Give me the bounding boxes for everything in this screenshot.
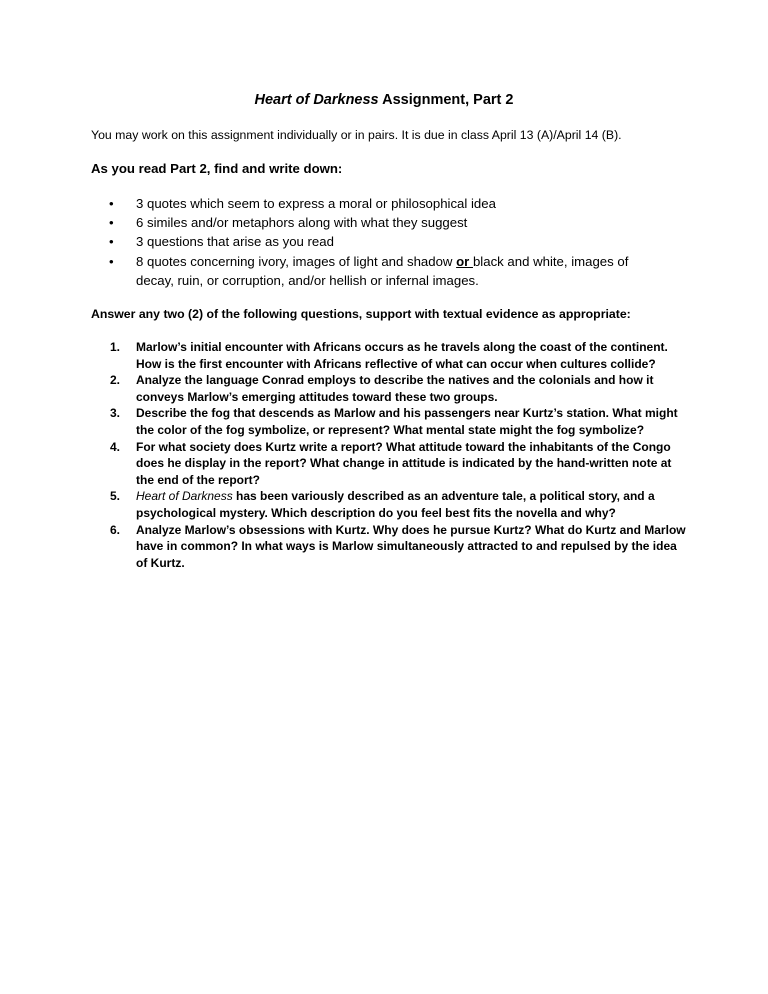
list-item [109,194,669,213]
question-number: 3. [110,406,121,421]
question-text: For what society does Kurtz write a report? What attitude toward the inhabitants of the Congo does he display in the report? What change in attitude is indicated by the hand-written note at the end of the report? [136,439,672,487]
question-item [110,439,690,489]
list-item [109,252,669,290]
read-heading: As you read Part 2, find and write down: [91,161,343,176]
question-text: Analyze Marlow’s obsessions with Kurtz. Why does he pursue Kurtz? What do Kurtz and Marlow have in common? In what ways is Marlow simultaneously attracted to and repulsed by the idea of Kurtz. [136,522,686,570]
question-item [110,339,690,372]
question-text: Marlow’s initial encounter with Africans occurs as he travels along the coast of the continent. How is the first encounter with Africans reflective of what can occur when cultures collide? [136,340,668,371]
title-italic: Heart of Darkness [254,92,379,108]
bullet-text: 6 similes and/or metaphors along with what they suggest [136,215,468,231]
bullet-text: 3 quotes which seem to express a moral or philosophical idea [136,196,496,211]
question-number: 4. [110,439,121,454]
title-rest: Assignment, Part 2 [378,92,514,108]
bullet-text: 3 questions that arise as you read [136,234,334,250]
bullet-icon: • [109,196,114,211]
bullet-icon: • [109,215,114,231]
bullet-icon: • [109,234,114,250]
bullet-text-after: black and white, images of decay, ruin, or corruption, and/or hellish or infernal images. [136,253,629,288]
question-item [110,488,690,521]
question-item [110,372,690,405]
question-text: Describe the fog that descends as Marlow and his passengers near Kurtz’s station. What might the color of the fog symbolize, or represent? What mental state might the fog symbolize? [136,406,678,437]
question-text: Analyze the language Conrad employs to describe the natives and the colonials and how it conveys Marlow’s emerging attitudes toward these two groups. [136,373,654,404]
underlined-or: or [456,253,473,269]
list-item [109,213,669,232]
bullet-icon: • [109,253,114,269]
question-italic-title: Heart of Darkness [136,489,233,504]
question-number: 1. [110,340,121,354]
question-number: 6. [110,522,121,537]
question-item [110,522,690,572]
bullet-text-before: 8 quotes concerning ivory, images of light and shadow [136,253,457,269]
question-item [110,405,690,438]
question-text: has been variously described as an adventure tale, a political story, and a psychological mystery. Which description do you feel best fits the novella and why? [136,489,655,520]
question-number: 5. [110,489,121,504]
intro-paragraph: You may work on this assignment individually or in pairs. It is due in class April 13 (A)/April 14 (B). [91,128,622,142]
bullet-list [109,194,669,290]
question-number: 2. [110,373,121,388]
answer-heading: Answer any two (2) of the following questions, support with textual evidence as appropriate: [91,307,631,321]
page-title [0,92,768,108]
question-list [110,339,690,571]
list-item [109,232,669,251]
